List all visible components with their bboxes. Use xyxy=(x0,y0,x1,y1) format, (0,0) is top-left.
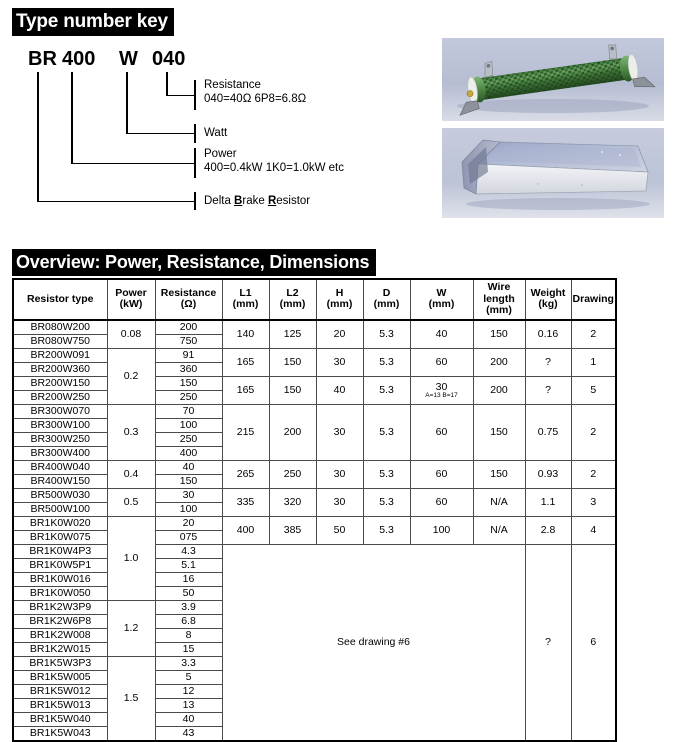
cell-resistance: 20 xyxy=(155,516,222,530)
cell-l1: 265 xyxy=(222,460,269,488)
cell-resistor-type: BR1K0W075 xyxy=(13,530,107,544)
cell-resistance: 100 xyxy=(155,418,222,432)
cell-resistor-type: BR300W070 xyxy=(13,404,107,418)
cell-resistor-type: BR1K0W016 xyxy=(13,572,107,586)
cell-weight: 0.75 xyxy=(525,404,571,460)
cell-weight: ? xyxy=(525,544,571,741)
cell-resistance: 43 xyxy=(155,726,222,741)
cell-resistance: 150 xyxy=(155,376,222,390)
cell-resistor-type: BR500W100 xyxy=(13,502,107,516)
cell-power: 0.5 xyxy=(107,488,155,516)
cell-resistor-type: BR500W030 xyxy=(13,488,107,502)
cell-resistor-type: BR1K5W043 xyxy=(13,726,107,741)
table-header-row xyxy=(13,279,616,320)
leader-line-watt-vertical xyxy=(126,72,128,134)
annotation-watt xyxy=(204,126,227,140)
cell-weight: 0.93 xyxy=(525,460,571,488)
column-header-d-unit: (mm) xyxy=(373,298,400,311)
cell-w: 30 A=13 B=17 xyxy=(410,376,473,404)
cell-l2: 150 xyxy=(269,348,316,376)
cell-resistance: 91 xyxy=(155,348,222,362)
cell-resistance: 8 xyxy=(155,628,222,642)
table-row xyxy=(13,460,616,474)
cell-d: 5.3 xyxy=(363,404,410,460)
column-header-h-unit: (mm) xyxy=(326,298,353,311)
annotation-power-detail: 400=0.4kW 1K0=1.0kW etc xyxy=(204,162,344,174)
annotation-resistance xyxy=(204,78,306,106)
cell-h: 20 xyxy=(316,320,363,349)
column-header-wire-length xyxy=(473,279,525,320)
column-header-h xyxy=(316,279,363,320)
leader-line-brand-vertical xyxy=(37,72,39,202)
column-header-l2 xyxy=(269,279,316,320)
specifications-table-container xyxy=(12,278,617,742)
cell-l1: 140 xyxy=(222,320,269,349)
cell-weight: 2.8 xyxy=(525,516,571,544)
cell-d: 5.3 xyxy=(363,460,410,488)
cell-drawing: 3 xyxy=(571,488,616,516)
cell-w: 60 xyxy=(410,404,473,460)
column-header-w-label: W xyxy=(436,286,447,299)
cell-l1: 400 xyxy=(222,516,269,544)
leader-line-brand-horizontal xyxy=(37,201,195,203)
column-header-wire-length-label: Wire length xyxy=(483,281,515,305)
cell-resistor-type: BR1K0W020 xyxy=(13,516,107,530)
table-row xyxy=(13,488,616,502)
cell-drawing: 2 xyxy=(571,460,616,488)
cell-drawing: 6 xyxy=(571,544,616,741)
cell-resistor-type: BR1K0W5P1 xyxy=(13,558,107,572)
column-header-power-label: Power xyxy=(115,286,147,299)
cell-d: 5.3 xyxy=(363,516,410,544)
cell-resistance: 30 xyxy=(155,488,222,502)
table-row xyxy=(13,376,616,390)
column-header-resistor-type xyxy=(13,279,107,320)
code-part-power: 400 xyxy=(62,48,96,70)
cell-resistance: 13 xyxy=(155,698,222,712)
photo-wirewound-brake-resistor xyxy=(442,38,664,121)
cell-wire-length: 150 xyxy=(473,320,525,349)
cell-resistance: 70 xyxy=(155,404,222,418)
cell-weight: ? xyxy=(525,376,571,404)
column-header-power-unit: (kW) xyxy=(119,298,143,311)
column-header-drawing-label: Drawing xyxy=(572,292,614,305)
cell-d: 5.3 xyxy=(363,488,410,516)
annotation-brand-post: esistor xyxy=(276,195,311,207)
column-header-d xyxy=(363,279,410,320)
column-header-l2-label: L2 xyxy=(286,286,299,299)
annotation-power xyxy=(204,147,344,175)
cell-wire-length: N/A xyxy=(473,516,525,544)
column-header-weight-label: Weight xyxy=(530,286,566,299)
cell-wire-length: 150 xyxy=(473,460,525,488)
table-body xyxy=(13,320,616,741)
cell-resistor-type: BR1K5W012 xyxy=(13,684,107,698)
cell-w: 60 xyxy=(410,460,473,488)
leader-line-power-horizontal xyxy=(71,163,195,165)
annotation-brand-label xyxy=(204,194,310,208)
cell-h: 50 xyxy=(316,516,363,544)
annotation-watt-label: Watt xyxy=(204,127,228,139)
cell-l1: 215 xyxy=(222,404,269,460)
code-part-watt: W xyxy=(119,48,138,70)
cell-l1: 335 xyxy=(222,488,269,516)
cell-wire-length: 150 xyxy=(473,404,525,460)
annotation-brand-b: B xyxy=(234,195,243,207)
cell-resistor-type: BR1K2W6P8 xyxy=(13,614,107,628)
cell-l1: 165 xyxy=(222,348,269,376)
photo-protective-cover xyxy=(442,128,664,218)
annotation-brand xyxy=(204,194,310,208)
cell-resistor-type: BR1K0W050 xyxy=(13,586,107,600)
cell-resistance: 5.1 xyxy=(155,558,222,572)
column-header-l2-unit: (mm) xyxy=(279,298,306,311)
annotation-brand-r: R xyxy=(267,195,277,207)
cell-l2: 150 xyxy=(269,376,316,404)
cell-resistor-type: BR300W250 xyxy=(13,432,107,446)
cell-d: 5.3 xyxy=(363,376,410,404)
cell-d: 5.3 xyxy=(363,348,410,376)
cell-resistance: 3.9 xyxy=(155,600,222,614)
table-row xyxy=(13,544,616,558)
cell-resistor-type: BR200W150 xyxy=(13,376,107,390)
cell-power: 0.3 xyxy=(107,404,155,460)
cell-resistance: 5 xyxy=(155,670,222,684)
cell-resistor-type: BR080W200 xyxy=(13,320,107,335)
cell-resistance: 750 xyxy=(155,334,222,348)
leader-line-resistance-horizontal xyxy=(166,95,195,97)
cell-w: 40 xyxy=(410,320,473,349)
cell-l2: 320 xyxy=(269,488,316,516)
cell-w-subnote: A=13 B=17 xyxy=(425,391,458,399)
cell-l2: 200 xyxy=(269,404,316,460)
leader-tick-watt xyxy=(194,124,196,143)
cell-resistor-type: BR1K5W3P3 xyxy=(13,656,107,670)
cell-resistance: 360 xyxy=(155,362,222,376)
cell-h: 30 xyxy=(316,460,363,488)
type-number-key-diagram xyxy=(0,34,430,229)
leader-tick-power xyxy=(194,148,196,178)
cell-l2: 385 xyxy=(269,516,316,544)
code-part-resistance: 040 xyxy=(152,48,186,70)
cell-resistance: 40 xyxy=(155,712,222,726)
type-number-key-heading: Type number key xyxy=(12,8,174,36)
cell-power: 0.2 xyxy=(107,348,155,404)
cell-l2: 125 xyxy=(269,320,316,349)
column-header-weight-unit: (kg) xyxy=(538,298,558,311)
annotation-power-label: Power xyxy=(204,148,237,160)
column-header-resistance xyxy=(155,279,222,320)
cell-resistance: 400 xyxy=(155,446,222,460)
cell-power: 1.5 xyxy=(107,656,155,741)
cell-h: 30 xyxy=(316,488,363,516)
cell-resistor-type: BR1K2W015 xyxy=(13,642,107,656)
cell-w: 60 xyxy=(410,348,473,376)
cell-wire-length: 200 xyxy=(473,376,525,404)
cell-power: 0.4 xyxy=(107,460,155,488)
cell-power: 1.2 xyxy=(107,600,155,656)
cell-weight: 1.1 xyxy=(525,488,571,516)
cell-resistance: 3.3 xyxy=(155,656,222,670)
cell-drawing: 5 xyxy=(571,376,616,404)
cell-w: 60 xyxy=(410,488,473,516)
cell-h: 30 xyxy=(316,404,363,460)
column-header-weight xyxy=(525,279,571,320)
cell-resistor-type: BR300W400 xyxy=(13,446,107,460)
column-header-wire-length-unit: (mm) xyxy=(486,304,512,316)
column-header-w xyxy=(410,279,473,320)
column-header-d-label: D xyxy=(382,286,391,299)
cell-resistor-type: BR1K0W4P3 xyxy=(13,544,107,558)
cell-resistance: 40 xyxy=(155,460,222,474)
cell-resistance: 150 xyxy=(155,474,222,488)
cell-resistor-type: BR400W150 xyxy=(13,474,107,488)
cell-power: 1.0 xyxy=(107,516,155,600)
table-row xyxy=(13,348,616,362)
cell-l1: 165 xyxy=(222,376,269,404)
column-header-h-label: H xyxy=(335,286,344,299)
cell-power: 0.08 xyxy=(107,320,155,349)
cell-weight: 0.16 xyxy=(525,320,571,349)
cell-resistance: 50 xyxy=(155,586,222,600)
cell-drawing: 2 xyxy=(571,320,616,349)
code-part-prefix: BR xyxy=(28,48,57,70)
cell-resistor-type: BR400W040 xyxy=(13,460,107,474)
cell-l2: 250 xyxy=(269,460,316,488)
specifications-table xyxy=(12,278,617,742)
cell-drawing: 1 xyxy=(571,348,616,376)
cell-resistor-type: BR1K2W008 xyxy=(13,628,107,642)
leader-line-watt-horizontal xyxy=(126,133,195,135)
column-header-resistance-label: Resistance xyxy=(160,286,217,299)
annotation-resistance-detail: 040=40Ω 6P8=6.8Ω xyxy=(204,93,307,105)
cell-resistor-type: BR200W360 xyxy=(13,362,107,376)
cell-see-drawing: See drawing #6 xyxy=(222,544,525,741)
cell-resistance: 100 xyxy=(155,502,222,516)
cell-resistance: 250 xyxy=(155,390,222,404)
cell-wire-length: N/A xyxy=(473,488,525,516)
cell-resistance: 15 xyxy=(155,642,222,656)
leader-line-resistance-vertical xyxy=(166,72,168,96)
table-row xyxy=(13,516,616,530)
cell-drawing: 4 xyxy=(571,516,616,544)
column-header-resistance-unit: (Ω) xyxy=(180,298,197,311)
column-header-resistor-type-label: Resistor type xyxy=(26,292,94,305)
cell-resistor-type: BR200W091 xyxy=(13,348,107,362)
cell-resistance: 075 xyxy=(155,530,222,544)
cell-d: 5.3 xyxy=(363,320,410,349)
cell-resistor-type: BR1K5W040 xyxy=(13,712,107,726)
table-row xyxy=(13,404,616,418)
table-row xyxy=(13,320,616,335)
column-header-power xyxy=(107,279,155,320)
cell-resistor-type: BR1K5W013 xyxy=(13,698,107,712)
cell-resistor-type: BR300W100 xyxy=(13,418,107,432)
leader-tick-brand xyxy=(194,192,196,210)
cell-resistance: 4.3 xyxy=(155,544,222,558)
cell-resistor-type: BR080W750 xyxy=(13,334,107,348)
cell-resistance: 200 xyxy=(155,320,222,335)
column-header-l1 xyxy=(222,279,269,320)
cell-w: 100 xyxy=(410,516,473,544)
annotation-resistance-label: Resistance xyxy=(204,79,261,91)
cell-weight: ? xyxy=(525,348,571,376)
cell-wire-length: 200 xyxy=(473,348,525,376)
cell-resistor-type: BR200W250 xyxy=(13,390,107,404)
cell-h: 30 xyxy=(316,348,363,376)
column-header-l1-label: L1 xyxy=(239,286,252,299)
column-header-w-unit: (mm) xyxy=(428,298,455,311)
column-header-drawing xyxy=(571,279,616,320)
leader-line-power-vertical xyxy=(71,72,73,164)
cell-resistor-type: BR1K2W3P9 xyxy=(13,600,107,614)
cell-resistance: 250 xyxy=(155,432,222,446)
annotation-brand-pre: Delta xyxy=(204,195,235,207)
overview-heading: Overview: Power, Resistance, Dimensions xyxy=(12,249,376,276)
cell-resistance: 12 xyxy=(155,684,222,698)
annotation-brand-mid: rake xyxy=(242,195,268,207)
cell-resistance: 16 xyxy=(155,572,222,586)
column-header-l1-unit: (mm) xyxy=(232,298,259,311)
cell-resistor-type: BR1K5W005 xyxy=(13,670,107,684)
leader-tick-resistance xyxy=(194,80,196,110)
cell-resistance: 6.8 xyxy=(155,614,222,628)
cell-drawing: 2 xyxy=(571,404,616,460)
cell-h: 40 xyxy=(316,376,363,404)
